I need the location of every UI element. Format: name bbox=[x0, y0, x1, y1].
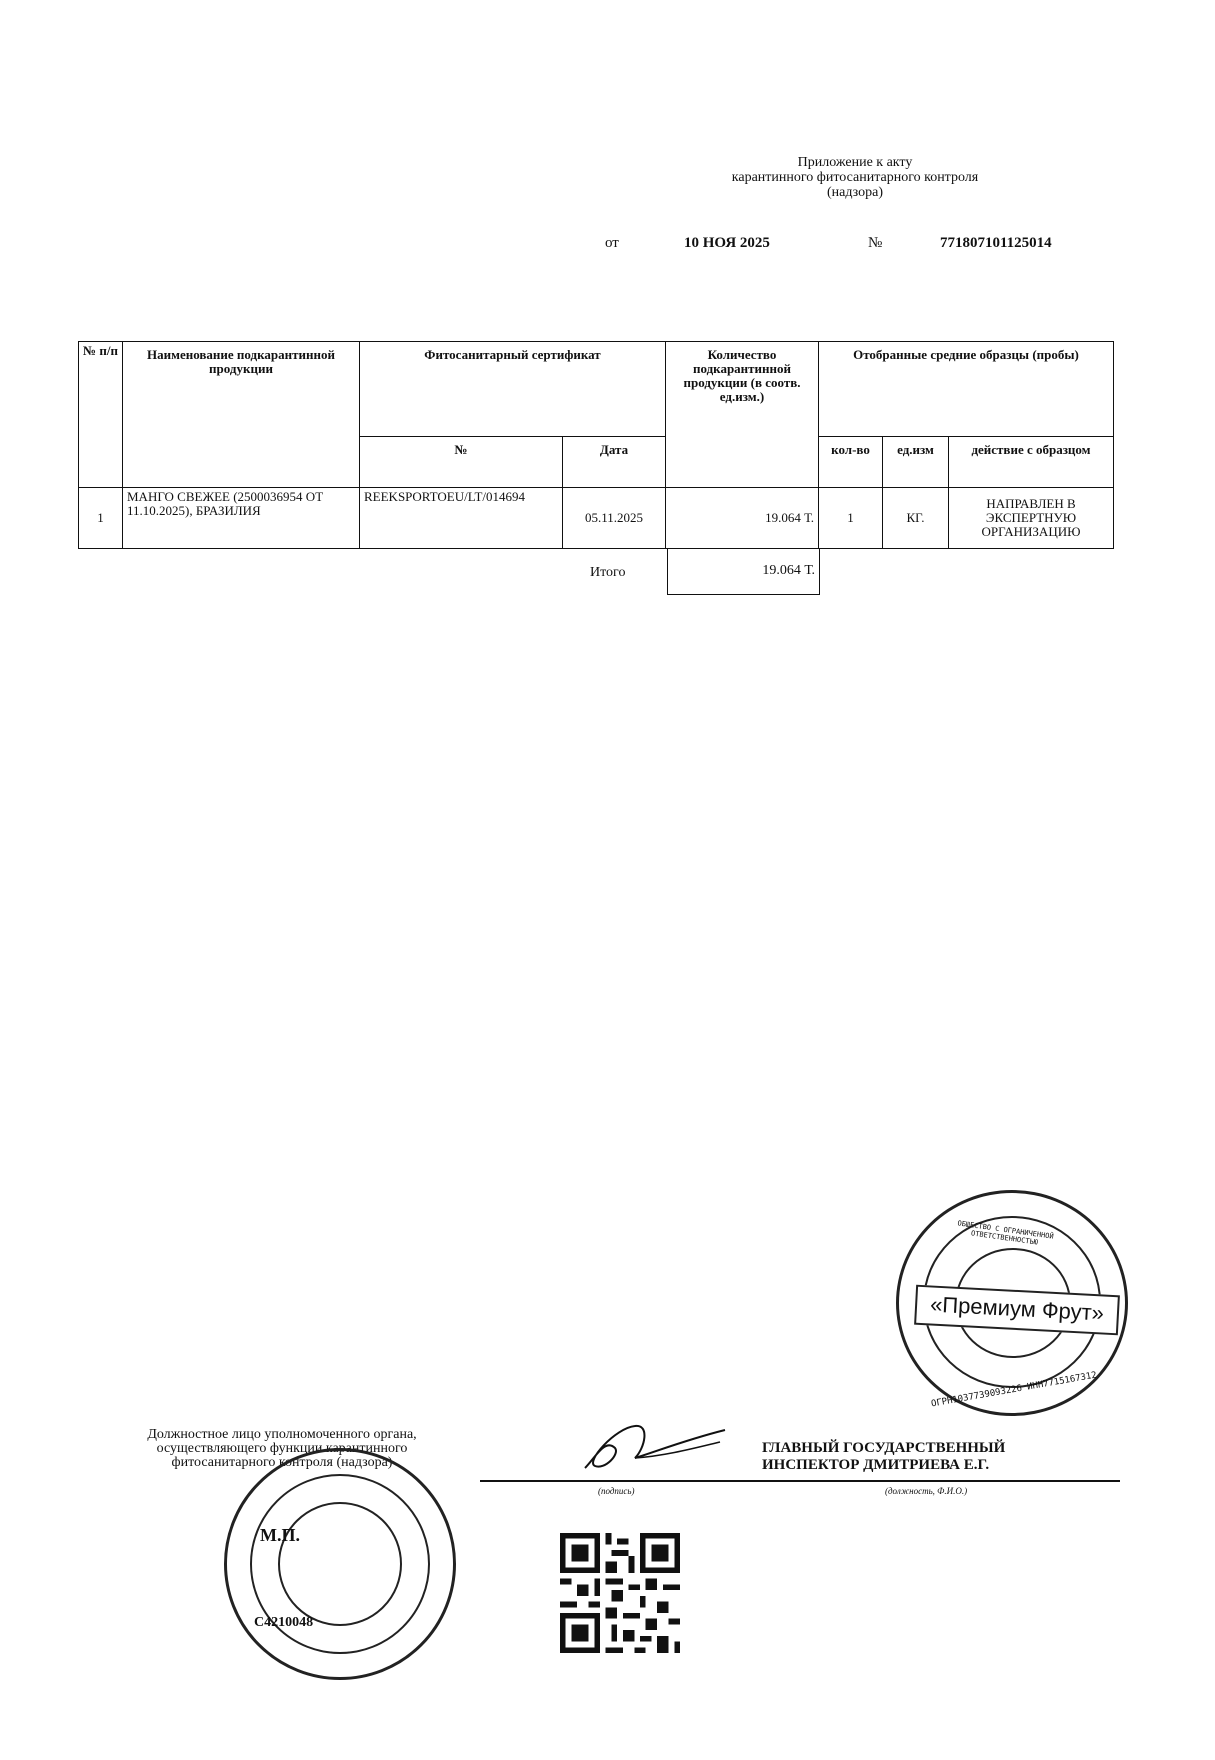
signature-scribble bbox=[575, 1418, 735, 1478]
position-hint: (должность, Ф.И.О.) bbox=[885, 1486, 968, 1496]
appendix-header-line3: (надзора) bbox=[827, 185, 883, 200]
official-stamp-core bbox=[278, 1502, 402, 1626]
cell-product: МАНГО СВЕЖЕЕ (2500036954 ОТ 11.10.2025), БРАЗИЛИЯ bbox=[123, 488, 360, 549]
th-quantity: Количество подкарантинной продукции (в соотв. ед.изм.) bbox=[666, 342, 819, 488]
th-sample-count: кол-во bbox=[819, 437, 883, 488]
ref-number-label: № bbox=[868, 235, 883, 251]
signature-hint: (подпись) bbox=[598, 1486, 635, 1496]
products-table bbox=[78, 341, 1114, 549]
appendix-header-line2: карантинного фитосанитарного контроля bbox=[731, 170, 979, 185]
th-cert-date: Дата bbox=[563, 437, 666, 488]
table-row bbox=[79, 488, 1114, 549]
cell-sample-unit: КГ. bbox=[883, 488, 949, 549]
cell-sample-count: 1 bbox=[819, 488, 883, 549]
company-stamp-ogrn: ОГРН1037739093226 ИНН7715167312 bbox=[930, 1370, 1098, 1410]
th-sample-action: действие с образцом bbox=[949, 437, 1114, 488]
inspector-position-line2: ИНСПЕКТОР ДМИТРИЕВА Е.Г. bbox=[762, 1457, 990, 1473]
mp-label: М.П. bbox=[260, 1525, 300, 1545]
stamp-number: С4210048 bbox=[254, 1615, 314, 1630]
th-product: Наименование подкарантинной продукции bbox=[123, 342, 360, 488]
official-label: Должностное лицо уполномоченного органа, осуществляющего функции карантинного фитосанитарного контроля (надзора) bbox=[147, 1427, 417, 1470]
cell-cert-number: REEKSPORTOEU/LT/014694 bbox=[360, 488, 563, 549]
th-certificate: Фитосанитарный сертификат bbox=[360, 342, 666, 437]
appendix-header-line1: Приложение к акту bbox=[797, 155, 913, 170]
inspector-position bbox=[762, 1440, 1005, 1474]
th-sample-unit: ед.изм bbox=[883, 437, 949, 488]
cell-num: 1 bbox=[79, 488, 123, 549]
company-stamp-ring-text: ОБЩЕСТВО С ОГРАНИЧЕННОЙ ОТВЕТСТВЕННОСТЬЮ bbox=[957, 1219, 1055, 1247]
th-samples: Отобранные средние образцы (пробы) bbox=[819, 342, 1114, 437]
cell-cert-date: 05.11.2025 bbox=[563, 488, 666, 549]
th-num: № п/п bbox=[79, 342, 123, 488]
signature-line bbox=[480, 1480, 1120, 1482]
total-value: 19.064 Т. bbox=[667, 548, 820, 595]
ref-number: 771807101125014 bbox=[940, 235, 1052, 251]
ref-from-label: от bbox=[605, 235, 619, 251]
inspector-position-line1: ГЛАВНЫЙ ГОСУДАРСТВЕННЫЙ bbox=[762, 1440, 1006, 1456]
cell-quantity: 19.064 Т. bbox=[666, 488, 819, 549]
cell-sample-action: НАПРАВЛЕН В ЭКСПЕРТНУЮ ОРГАНИЗАЦИЮ bbox=[949, 488, 1114, 549]
total-label: Итого bbox=[590, 565, 626, 580]
th-cert-number: № bbox=[360, 437, 563, 488]
appendix-header bbox=[690, 155, 1020, 200]
qr-code bbox=[560, 1533, 680, 1653]
ref-date: 10 НОЯ 2025 bbox=[684, 235, 770, 251]
company-stamp-name: «Премиум Фрут» bbox=[914, 1285, 1120, 1336]
